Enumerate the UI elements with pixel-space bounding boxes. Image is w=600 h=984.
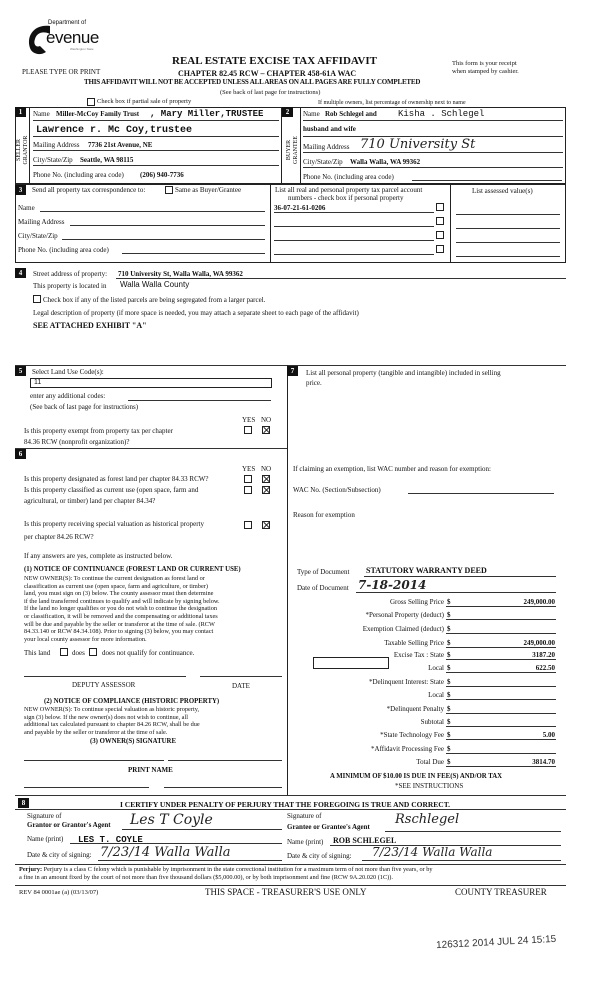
dollar-sign: $ xyxy=(447,718,451,726)
dollar-sign: $ xyxy=(447,639,451,647)
personal-property-checkbox[interactable] xyxy=(436,217,444,225)
deputy-assessor-signature[interactable] xyxy=(24,676,186,677)
partial-sale-checkbox[interactable] xyxy=(87,98,95,106)
partial-sale-label: Check box if partial sale of property xyxy=(97,98,192,105)
section-7-badge: 7 xyxy=(287,366,298,376)
multiple-owners-note: If multiple owners, list percentage of ownership next to name xyxy=(318,100,466,106)
local-rate-box[interactable] xyxy=(313,657,389,669)
section-6-badge: 6 xyxy=(15,449,26,459)
exempt-no-checkbox[interactable] xyxy=(262,426,270,434)
perjury-notice: Perjury: Perjury is a class C felony which is punishable by imprisonment in the state correctional institution for a maximum term of not more than five years, or by a fine in an amount fixed by the court of not more than five thousand dollars ($5,000.00), or by both imprisonment and fine (RCW 9A.20.020 (1C)). xyxy=(19,866,433,881)
fee-label: Excise Tax : State xyxy=(393,651,444,659)
buyer-mailing-address[interactable]: 710 University St xyxy=(360,137,476,152)
fee-value[interactable]: 249,000.00 xyxy=(523,639,555,647)
grantee-signature[interactable]: Rschlegel xyxy=(395,812,460,827)
same-as-buyer-checkbox[interactable] xyxy=(165,186,173,194)
receipt-note-1: This form is your receipt xyxy=(452,60,517,67)
dollar-sign: $ xyxy=(447,678,451,686)
grantor-date-city[interactable]: 7/23/14 Walla Walla xyxy=(100,845,231,860)
seller-label: SELLER GRANTOR xyxy=(16,135,29,165)
fee-label: Local xyxy=(428,664,444,672)
fee-line xyxy=(446,686,556,687)
form-chapter: CHAPTER 82.45 RCW – CHAPTER 458-61A WAC xyxy=(178,69,357,78)
personal-property-checkbox[interactable] xyxy=(436,245,444,253)
fee-value[interactable]: 3187.20 xyxy=(532,651,555,659)
additional-codes-field[interactable] xyxy=(128,400,271,401)
dollar-sign: $ xyxy=(447,745,451,753)
dollar-sign: $ xyxy=(447,691,451,699)
dollar-sign: $ xyxy=(447,625,451,633)
fee-label: *State Technology Fee xyxy=(380,731,444,739)
fee-label: *Personal Property (deduct) xyxy=(365,611,444,619)
receipt-note-2: when stamped by cashier. xyxy=(452,68,519,75)
fee-line xyxy=(446,619,556,620)
fee-line xyxy=(446,739,556,740)
seller-name-typed[interactable]: , Mary Miller,TRUSTEE xyxy=(150,109,264,119)
parcel-number[interactable]: 36-07-21-61-0206 xyxy=(274,204,326,212)
current-use-yes-checkbox[interactable] xyxy=(244,486,252,494)
fee-label: *Affidavit Processing Fee xyxy=(371,745,444,753)
fee-value[interactable]: 622.50 xyxy=(535,664,555,672)
dollar-sign: $ xyxy=(447,611,451,619)
fee-line xyxy=(446,633,556,634)
form-revision: REV 84 0001ae (a) (03/13/07) xyxy=(19,889,99,896)
notice-compliance-title: (2) NOTICE OF COMPLIANCE (HISTORIC PROPERTY) xyxy=(44,698,220,705)
fee-label: Taxable Selling Price xyxy=(384,639,444,647)
historic-yes-checkbox[interactable] xyxy=(244,521,252,529)
form-title: REAL ESTATE EXCISE TAX AFFIDAVIT xyxy=(172,55,377,67)
property-street[interactable]: 710 University St, Walla Walla, WA 99362 xyxy=(118,270,243,278)
seller-phone[interactable]: (206) 940-7736 xyxy=(140,171,184,179)
does-qualify-checkbox[interactable] xyxy=(60,648,68,656)
buyer-label: BUYER GRANTEE xyxy=(286,136,299,164)
owner-signature-field[interactable] xyxy=(168,760,282,761)
fee-line xyxy=(446,672,556,673)
fee-line xyxy=(446,753,556,754)
fee-line xyxy=(446,766,556,767)
seller-mailing-address[interactable]: 7736 21st Avenue, NE xyxy=(88,141,153,149)
county-treasurer-label: COUNTY TREASURER xyxy=(455,887,547,897)
fee-line xyxy=(446,606,556,607)
fee-value[interactable]: 3814.70 xyxy=(532,758,555,766)
forest-no-checkbox[interactable] xyxy=(262,475,270,483)
does-not-qualify-checkbox[interactable] xyxy=(89,648,97,656)
notice-compliance-body: NEW OWNER(S): To continue special valuation as historic property, sign (3) below. If the new owner(s) does not wish to continue, all additional tax calculated pursuant to chapter 84.26 RCW, shall be due and payable by the seller or transferor at the time of sale. xyxy=(24,706,200,736)
seller-name[interactable]: Miller-McCoy Family Trust xyxy=(56,110,140,118)
dollar-sign: $ xyxy=(447,664,451,672)
segregated-checkbox[interactable] xyxy=(33,295,41,303)
fee-value[interactable]: 5.00 xyxy=(542,731,555,739)
fee-label: Exemption Claimed (deduct) xyxy=(362,625,444,633)
grantee-print-name[interactable]: ROB SCHLEGEL xyxy=(333,836,397,845)
owner-signature-field[interactable] xyxy=(24,760,164,761)
fee-line xyxy=(446,713,556,714)
treasurer-stamp: 126312 2014 JUL 24 15:15 xyxy=(435,933,557,952)
corr-phone-field[interactable] xyxy=(122,253,265,254)
print-name-field[interactable] xyxy=(164,787,282,788)
forest-yes-checkbox[interactable] xyxy=(244,475,252,483)
fee-line xyxy=(446,659,556,660)
certify-statement: I CERTIFY UNDER PENALTY OF PERJURY THAT THE FOREGOING IS TRUE AND CORRECT. xyxy=(120,800,451,809)
print-name-field[interactable] xyxy=(24,787,149,788)
grantor-print-name[interactable]: LES T. COYLE xyxy=(78,835,143,845)
document-date[interactable]: 7-18-2014 xyxy=(358,578,427,592)
grantor-signature[interactable]: Les T Coyle xyxy=(130,812,213,828)
land-use-code-input[interactable]: 11 xyxy=(30,378,272,388)
fee-label: *Delinquent Interest: State xyxy=(368,678,444,686)
fee-label: Subtotal xyxy=(420,718,444,726)
buyer-name-typed[interactable]: Kisha . Schlegel xyxy=(398,109,485,119)
assessed-value-field[interactable] xyxy=(456,214,560,215)
personal-property-checkbox[interactable] xyxy=(436,231,444,239)
fee-line xyxy=(446,726,556,727)
assessed-value-field[interactable] xyxy=(456,242,560,243)
deputy-date-field[interactable] xyxy=(200,676,282,677)
section-8-badge: 8 xyxy=(18,798,29,808)
buyer-name[interactable]: Rob Schlegel and xyxy=(325,110,377,118)
seller-city[interactable]: Seattle, WA 98115 xyxy=(80,156,134,164)
dollar-sign: $ xyxy=(447,705,451,713)
treasurer-use-label: THIS SPACE - TREASURER'S USE ONLY xyxy=(205,887,367,897)
please-type: PLEASE TYPE OR PRINT xyxy=(22,68,101,76)
notice-continuance-body: NEW OWNER(S): To continue the current designation as forest land or classification as current use (open space, farm and agriculture, or timber) land, you must sign on (3) below. The county assessor must then determine if the land transferred continues to qualify and will indicate by signing below. If the land no longer qualifies or you do not wish to continue the designation or classification, it will be removed and the compensating or additional taxes will be due and payable by the seller or transferor at the time of sale. (RCW 84.33.140 or RCW 84.34.108). Prior to signing (3) below, you may contact your local county assessor for more information. xyxy=(24,575,220,643)
exempt-yes-checkbox[interactable] xyxy=(244,426,252,434)
dollar-sign: $ xyxy=(447,598,451,606)
fee-label: Gross Selling Price xyxy=(389,598,444,606)
seller-name-2[interactable]: Lawrence r. Mc Coy,trustee xyxy=(36,125,193,136)
corr-city-field[interactable] xyxy=(62,239,265,240)
section-3-badge: 3 xyxy=(15,185,26,195)
legal-description[interactable]: SEE ATTACHED EXHIBIT "A" xyxy=(33,321,147,330)
section-1-badge: 1 xyxy=(15,107,26,117)
fee-label: *Delinquent Penalty xyxy=(386,705,444,713)
dollar-sign: $ xyxy=(447,758,451,766)
form-warning: THIS AFFIDAVIT WILL NOT BE ACCEPTED UNLESS ALL AREAS ON ALL PAGES ARE FULLY COMPLETED xyxy=(84,78,421,86)
historic-no-checkbox[interactable] xyxy=(262,521,270,529)
fee-value[interactable]: 249,000.00 xyxy=(523,598,555,606)
wac-number-field[interactable] xyxy=(408,493,554,494)
section-4-badge: 4 xyxy=(15,268,26,278)
assessed-value-field[interactable] xyxy=(456,256,560,257)
notice-continuance-title: (1) NOTICE OF CONTINUANCE (FOREST LAND OR CURRENT USE) xyxy=(24,566,241,573)
section-5-badge: 5 xyxy=(15,366,26,376)
minimum-note: A MINIMUM OF $10.00 IS DUE IN FEE(S) AND/OR TAX xyxy=(330,773,503,780)
fee-label: Total Due xyxy=(416,758,444,766)
see-back-note: (See back of last page for instructions) xyxy=(220,89,321,96)
section-2-badge: 2 xyxy=(282,107,293,117)
fee-line xyxy=(446,699,556,700)
personal-property-checkbox[interactable] xyxy=(436,203,444,211)
current-use-no-checkbox[interactable] xyxy=(262,486,270,494)
buyer-name-2[interactable]: husband and wife xyxy=(303,125,356,133)
dollar-sign: $ xyxy=(447,731,451,739)
dollar-sign: $ xyxy=(447,651,451,659)
corr-mail-field[interactable] xyxy=(70,225,265,226)
grantee-date-city[interactable]: 7/23/14 Walla Walla xyxy=(372,845,493,859)
property-county[interactable]: Walla Walla County xyxy=(120,280,190,289)
fee-line xyxy=(446,647,556,648)
corr-name-field[interactable] xyxy=(40,211,265,212)
fee-label: Local xyxy=(428,691,444,699)
document-type[interactable]: STATUTORY WARRANTY DEED xyxy=(366,566,487,575)
buyer-city[interactable]: Walla Walla, WA 99362 xyxy=(350,158,421,166)
assessed-value-field[interactable] xyxy=(456,228,560,229)
